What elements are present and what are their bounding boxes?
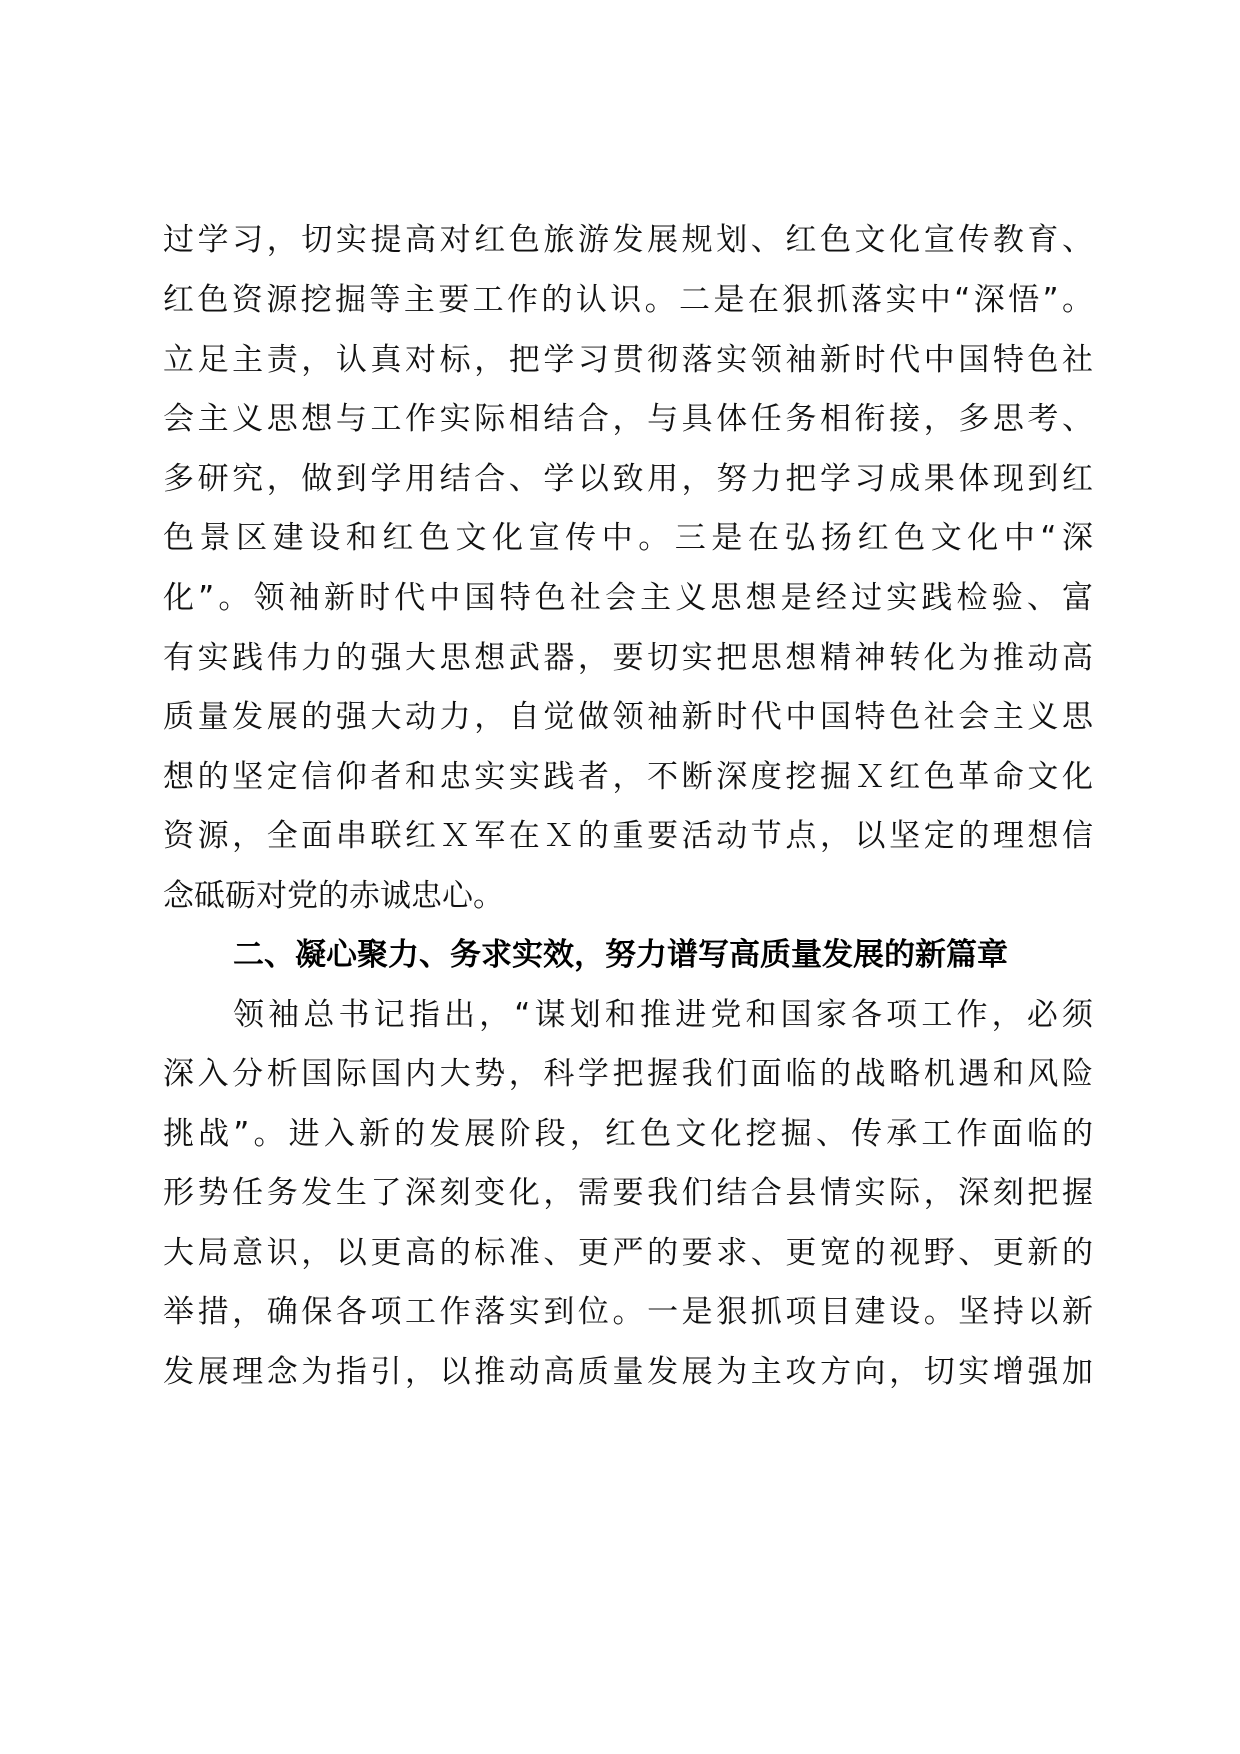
section-heading: 二、凝心聚力、务求实效，努力谱写高质量发展的新篇章 [233, 937, 1008, 973]
body-text-line: 挑战”。进入新的发展阶段，红色文化挖掘、传承工作面临的 [163, 1116, 1093, 1152]
body-text-line: 过学习，切实提高对红色旅游发展规划、红色文化宣传教育、 [163, 222, 1093, 258]
body-text-line: 红色资源挖掘等主要工作的认识。二是在狠抓落实中“深悟”。 [163, 282, 1093, 318]
body-text-line: 立足主责，认真对标，把学习贯彻落实领袖新时代中国特色社 [163, 342, 1093, 378]
body-text-line: 领袖总书记指出，“谋划和推进党和国家各项工作，必须 [233, 997, 1093, 1033]
body-text-line: 多研究，做到学用结合、学以致用，努力把学习成果体现到红 [163, 461, 1093, 497]
body-text-line: 会主义思想与工作实际相结合，与具体任务相衔接，多思考、 [163, 401, 1093, 437]
body-text-line: 大局意识，以更高的标准、更严的要求、更宽的视野、更新的 [163, 1235, 1093, 1271]
body-text-line: 质量发展的强大动力，自觉做领袖新时代中国特色社会主义思 [163, 699, 1093, 735]
body-text-line: 举措，确保各项工作落实到位。一是狠抓项目建设。坚持以新 [163, 1294, 1093, 1330]
body-text-line: 有实践伟力的强大思想武器，要切实把思想精神转化为推动高 [163, 640, 1093, 676]
body-text-line: 形势任务发生了深刻变化，需要我们结合县情实际，深刻把握 [163, 1175, 1093, 1211]
body-text-line: 资源，全面串联红Ｘ军在Ｘ的重要活动节点，以坚定的理想信 [163, 818, 1093, 854]
body-text-line: 色景区建设和红色文化宣传中。三是在弘扬红色文化中“深 [163, 520, 1093, 556]
body-text-line: 念砥砺对党的赤诚忠心。 [163, 878, 504, 914]
body-text-line: 发展理念为指引，以推动高质量发展为主攻方向，切实增强加 [163, 1354, 1093, 1390]
body-text-line: 想的坚定信仰者和忠实实践者，不断深度挖掘Ｘ红色革命文化 [163, 759, 1093, 795]
body-text-line: 深入分析国际国内大势，科学把握我们面临的战略机遇和风险 [163, 1056, 1093, 1092]
body-text-line: 化”。领袖新时代中国特色社会主义思想是经过实践检验、富 [163, 580, 1093, 616]
